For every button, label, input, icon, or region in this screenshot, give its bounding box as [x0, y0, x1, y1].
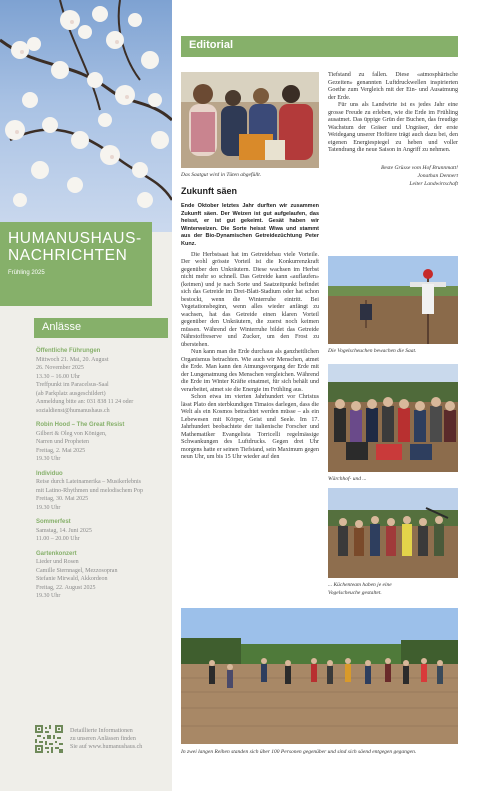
- sign-role: Leiter Landwirtschaft: [409, 180, 458, 187]
- event-detail: Freitag, 30. Mai 2025: [36, 496, 89, 502]
- event-detail: (ab Parkplatz ausgeschildert): [36, 390, 106, 397]
- sidebar: [0, 0, 172, 791]
- photo-caption: [328, 582, 458, 597]
- event-detail: 11.00 – 20.00 Uhr: [36, 536, 80, 542]
- sign-name: Jonathan Dennert: [417, 172, 458, 179]
- qr-code-icon[interactable]: [35, 725, 63, 753]
- event-detail: mit Latino-Rhythmen und melodischem Pop: [36, 487, 143, 494]
- events-list: [36, 347, 170, 607]
- event-detail: Samstag, 14. Juni 2025: [36, 527, 92, 534]
- info-link[interactable]: Sie auf www.humanushaus.ch: [70, 744, 143, 750]
- article-paragraph: Für uns als Landwirte ist es jedes Jahr eine grosse Freude zu erleben, wie die Erde im Frühling ausatmet. Das üppige Grün der Buchen, das freudige Wachstum der Gräser und Ungräser, der erste Weidegang unserer Hoftiere trägt auch dazu bei, den eigenen Energiespiegel zu heben und voller Tatendrang die neue Saison in Angriff zu nehmen.: [328, 102, 458, 153]
- event-title: Sommerfest: [36, 519, 71, 525]
- event-title: Gartenkonzert: [36, 550, 77, 557]
- blossom-illustration: [0, 0, 172, 232]
- article-title: Zukunft säen: [181, 186, 238, 196]
- scarecrow-photo: [328, 256, 458, 344]
- photo-caption: In zwei langen Reihen standen sich über 100 Personen gegenüber und sind sich säend entgegen gegangen.: [181, 749, 417, 755]
- seed-bagging-photo: [181, 72, 319, 168]
- event-detail: 19.30 Uhr: [36, 593, 61, 599]
- article-lead: Ende Oktober letztes Jahr durften wir zusammen Zukunft säen. Der Weizen ist gut aufgelaufen, das heisst, er ist gut gekeimt. Gesät haben wir Winterweizen. Die Sorte heisst Wiwa und stammt aus der Bio-Dynamischen Getreidezüchtung Peter Kunz.: [181, 203, 319, 247]
- info-line: Detaillierte Informationen: [70, 728, 133, 734]
- sowing-field-photo: [181, 608, 458, 744]
- event-item: [36, 518, 170, 544]
- article-body: [181, 252, 319, 462]
- caption-line: ... Küchenteam haben je eine: [328, 582, 392, 588]
- article-paragraph: Schon etwa im vierten Jahrhundert vor Christus lässt Plato den sterbkundigen Timaios darlegen, dass die Welt als ein Kosmos betrachtet werden müsse – als ein Lebewesen mit Körper, Geist und Seele. Im 17. Jahrhundert beobachtete der italienische Forscher und Mathematiker Evangelista Torricelli regelmässige Schwankungen des Luftdrucks. Gegen drei Uhr morgens hatte er seinen Tiefstand, sein Maximum gegen neun Uhr, um bis 15 Uhr wieder auf den: [181, 394, 319, 461]
- article-paragraph: Die Herbstsaat hat im Getreidebau viele Vorteile. Der wohl grösste Vorteil ist die Konkurrenzkraft gegenüber den Unkräutern. Diese wachsen im Herbst nicht mehr so schnell. Das Getreide kann «auflaufen» (keimen) und je nach Sorte und Saatzeitpunkt befindet sich das Getreide im Drei-Blatt-Stadium oder hat schon bestockt, wenn die Winterruhe eintritt. Bei Vegetationsbeginn, wenn alles wieder anfängt zu wachsen, hat das Getreide einen klaren Vorteil gegenüber den Unkräutern, die zuerst noch keimen müssen. Während der Winterruhe bildet das Getreide Nährstoffreserve und Zucker, um den Frost zu überstehen.: [181, 251, 319, 348]
- team-photo-kitchen: [328, 488, 458, 578]
- newsletter-title: [8, 230, 144, 264]
- event-detail: 19.30 Uhr: [36, 504, 61, 511]
- title-line-1: HUMANUSHAUS-: [8, 230, 142, 247]
- event-item: [36, 550, 170, 601]
- event-detail: Reise durch Lateinamerika – Musikerlebnis: [36, 479, 141, 485]
- event-detail: Anmeldung bitte an: 031 838 11 24 oder: [36, 399, 134, 405]
- info-box: [70, 727, 170, 751]
- event-detail: 26. November 2025: [36, 365, 84, 371]
- event-detail: Lieder und Rosen: [36, 559, 79, 565]
- cherry-blossom-photo: [0, 0, 172, 232]
- article-paragraph: Nun kann man die Erde durchaus als ganzheitlichen Organismus betrachten. Wie auch wir Menschen, atmet die Erde. Man kann den Atmungsvorgang der Erde mit der Lungenatmung des Menschen vergleichen. Während die Erde im Winter Kräfte einatmet, für sich behält und verarbeitet, atmet sie die Energie im Frühling aus.: [181, 349, 319, 393]
- photo-caption: Das Saatgut wird in Tüten abgefüllt.: [181, 172, 262, 178]
- title-line-2: NACHRICHTEN: [8, 247, 128, 264]
- event-title: Öffentliche Führungen: [36, 348, 101, 354]
- event-email[interactable]: sozialdienst@humanushaus.ch: [36, 407, 110, 414]
- team-photo-werkhof: [328, 364, 458, 472]
- article-column-left: [181, 186, 319, 462]
- event-detail: Freitag, 22. August 2025: [36, 584, 96, 591]
- event-item: [36, 421, 170, 464]
- event-detail: Camille Sternnagel, Mezzosopran: [36, 567, 118, 574]
- event-item: [36, 347, 170, 415]
- events-heading: Anlässe: [34, 318, 168, 338]
- event-detail: Stefanie Mirwald, Akkordeon: [36, 576, 108, 582]
- article-paragraph: Tiefstand zu fallen. Diese «atmosphärische Gezeiten» genannten Luftdruckwellen inspirierten Goethe zum Vergleich mit der Ein- und Ausatmung der Erde.: [328, 72, 458, 101]
- photo-caption: Wärchhof- und ...: [328, 476, 367, 482]
- newsletter-title-band: [0, 222, 152, 306]
- issue-label: Frühling 2025: [8, 270, 45, 276]
- photo-caption: Die Vogelscheuchen bewachen die Saat.: [328, 348, 417, 354]
- event-title: Individuo: [36, 470, 63, 477]
- signature-block: [328, 164, 458, 188]
- article-column-right: [328, 72, 458, 188]
- event-detail: 19.30 Uhr: [36, 456, 61, 462]
- event-detail: 13.30 – 16.00 Uhr: [36, 373, 80, 380]
- sign-greeting: Beste Grüsse vom Hof Brunnmatt!: [380, 164, 458, 171]
- event-detail: Narren und Propheten: [36, 439, 89, 445]
- editorial-heading: Editorial: [181, 36, 458, 57]
- event-detail: Gilbert & Oleg von Königen,: [36, 430, 107, 437]
- event-detail: Treffpunkt im Paracelsus-Saal: [36, 382, 109, 388]
- event-item: [36, 470, 170, 513]
- info-line: zu unseren Anlässen finden: [70, 736, 136, 742]
- caption-line: Vogelscheuche gestaltet.: [328, 589, 382, 596]
- event-detail: Freitag, 2. Mai 2025: [36, 447, 86, 454]
- event-detail: Mittwoch 21. Mai, 20. August: [36, 356, 109, 363]
- event-title: Robin Hood – The Great Resist: [36, 422, 125, 428]
